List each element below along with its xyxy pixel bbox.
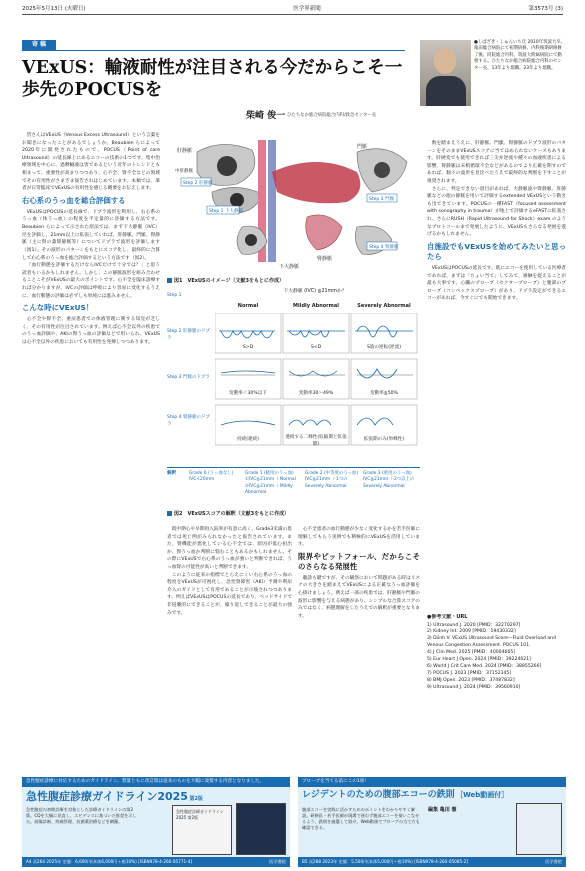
label-hepatic-vein: 肝静脈 xyxy=(177,148,193,154)
paragraph: 既中期心や早期再入院率が有意に高く、Grade3未満の患者では死亡例がみられなかったと報告されています。また、腎機能が悪化している心不全では、原因が低心拍出か、腎うっ血か判断に悩むこともあるかもしれません。その際にVExUSで右心系のうっ血が強いと判断できれば、うっ血腎の可能性が高いと判断できます。 xyxy=(167,527,292,571)
ad1-book-cover xyxy=(172,805,232,855)
ad2-banner: プローブを当てる前にこの1冊！ xyxy=(298,777,566,787)
column-4 xyxy=(427,140,566,538)
ad2-description: 腹部エコーを実践に活かすためのポイントをわかりやすく解説。研修医・若手医師が現場で迷わず腹部エコーを使いこなせるよう、鉄則を厳選して紹介。Web動画でプローブの当て方も確認できる。 xyxy=(302,807,420,831)
fig2-cell: 変動率≧50% xyxy=(370,391,398,396)
reference-item: 4) J Clin Med. 2025 [PMID：40004665] xyxy=(427,650,516,656)
ad1-book-title: 急性腹症診療ガイドライン 2025 第2版 xyxy=(176,809,224,820)
column-1 xyxy=(22,132,160,772)
reference-item: 6) World J Crit Care Med. 2024 [PMID：38855266] xyxy=(427,663,542,669)
ad1-book-image xyxy=(236,803,286,855)
label-middle-hepatic: 中肝静脈 xyxy=(175,169,193,174)
section-heading: こんな時にVExUS！ xyxy=(22,303,94,313)
paragraph: 心不全や腎不全、重症患者での体液管理に関する知見が乏しく、その有用性が注目されています。例えば心不全以外の疾患でのうっ血評価や、AKIの腎うっ血の評価などで用いられ、VExUSは心不全以外の疾患においても有用性を発揮しつつあります。 xyxy=(22,317,160,345)
fig2-ivc-question: 下大静脈 (IVC) ≧21mmか？ xyxy=(283,289,347,294)
fig2-row-step2: Step 2 肝静脈のドプラ xyxy=(167,329,210,341)
paragraph: 聴診も鍵ですが、その観察において問題がある時はリスクの大きさを踏まえてVExUSによる正確なうっ血評価を心掛けましょう。例えば一部の疾患では、肝静脈や門脈の波形に影響を与える病態があり、シンプルな合算スコアのみではなく、病態理解をしたうえでの解釈が重要となります。 xyxy=(298,575,420,619)
label-renal-vein: 腎静脈 xyxy=(317,256,333,262)
label-step2: Step 2 肝静脈 xyxy=(183,181,213,186)
fig2-row-step3: Step 3 門脈のドプラ xyxy=(167,375,210,380)
label-portal-vein: 門脈 xyxy=(357,144,368,150)
label-step3: Step 3 門脈 xyxy=(369,197,394,202)
grade-1: Grade 1 (軽度のうっ血) ①IVC≧21mm ＋Normal ②IVC≧21mm ＋Mildly Abnormal xyxy=(245,471,296,496)
paragraph: 心不全患者の血行動態が少なく変化するかを若手医師に理解してもらう実例でも積極的にVExUSを活用しています。 xyxy=(298,527,420,548)
paragraph: さらに、判定できない項目があれば、大静脈波や腎静脈、肝静脈などの他の静脈を用いて評価するextended VExUSという動きも出てきています。POCUSの一種FAST（focused assessment with sonography in trauma）が地上で評価するeFASTに拡張され、さらにRUSH（Rapid Ultrasound for Shock）exam のようなプロトコールまで発展したように、VExUSもさらなる発展を遂げるかもしれません。 xyxy=(427,186,566,238)
column-2 xyxy=(167,526,292,772)
header-issue: 第3573号 (3) xyxy=(528,6,563,13)
fig2-cell: 変動率30～49% xyxy=(298,391,334,396)
paragraph: 皆さんはVExUS（Venous Excess Ultrasound）という言葉をお聞きになったことがあるでしょうか。Beaubien らによって2020年に開発されたもので、POCUS（Point of care Ultrasound）の延長線上にあるエコーの技術の1つです。集中治療領域を中心に、過剰輸液は害であるという近年のトレンドとも相まって、重要性が高まりつつあり、心不全、腎不全などの領域でその有用性がさまざま報告されはじめています。本稿では、筆者が日常臨床でVExUSの有用性を感じる概要をお伝えします。 xyxy=(22,133,160,192)
ad1-banner: 急性腹症診療に対応するためのガイドライン。質量ともに改訂版は従来のものを大幅に凌駕する内容となりました。 xyxy=(22,777,290,787)
ad-echo-book[interactable] xyxy=(298,777,566,867)
grade-0: Grade 0 (うっ血なし) IVC<20mm xyxy=(189,471,234,483)
fig2-cell: 拡張期のみ(単峰性) xyxy=(363,437,405,442)
fig2-col-normal: Normal xyxy=(237,303,259,309)
ad2-title: レジデントのための腹部エコーの鉄則 xyxy=(302,790,455,800)
section-heading: 右心系のうっ血を総合評価する xyxy=(22,195,126,205)
ad1-price: A4 頁264 2025年 定価：6,600円(本体6,000円＋税10%) [ISBN978-4-260-05771-4] xyxy=(26,859,192,864)
reference-item: 7) POCUS J. 2023 [PMID：37152345] xyxy=(427,670,512,676)
fig2-cell: S波の逆転(逆流) xyxy=(366,345,402,350)
fig2-col-mild: Mildly Abnormal xyxy=(293,303,339,309)
grade-3: Grade 3 (重度のうっ血) IVC≧21mm ＋2つ以上のSeverely Abnormal xyxy=(363,471,415,489)
reference-item: 2) Kidney Int. 2009 [PMID：19430332] xyxy=(427,629,516,635)
paragraph: 「血行動態を評価するだけならIVCだけで十分では？」と思う読者もいるかもしれません。しかし、この静脈波形を組み合わせることこそがVExUSの最大のポイントです。心不全を臨床診療すれば分かりますが、IVCの評価は呼吸により容易に変化するうえに、血行動態の評価は必ずしも単純には進みません。 xyxy=(22,263,160,299)
fig2-row-step1: Step 1 xyxy=(167,293,182,298)
vexus-diagram xyxy=(167,132,420,272)
label-step1: Step 1 下大静脈 xyxy=(209,209,243,214)
reference-item: 8) BMJ Open. 2023 [PMID：37487832] xyxy=(427,677,515,683)
references xyxy=(427,614,566,772)
fig2-cell: 持続(連続) xyxy=(237,437,259,442)
reference-item: 1) Ultrasound J. 2020 [PMID：32270297] xyxy=(427,622,521,628)
fig2-cell: 変動率＜30%以下 xyxy=(229,391,267,396)
ad1-publisher: 医学書院 xyxy=(269,859,286,864)
fig2-col-severe: Severely Abnormal xyxy=(357,303,411,309)
ad2-price: B5 頁288 2023年 定価：5,500円(本体5,000円＋税10%) [ISBN978-4-260-05085-2] xyxy=(302,859,468,864)
author-bio: ●しばざき・しゅんいち氏 2010年筑波大卒。亀田総合病院にて初期研修、内科後期研修修了後、同院総合内科、筑波大附属病院にて勤務する。ひたちなか総合病院総合内科のセンター長、13年より現職、23年より現職。 xyxy=(474,40,566,71)
section-heading: 限界やピットフォール、だからこそのさらなる発展性 xyxy=(298,551,420,571)
article-title: VExUS：輸液耐性が注目される今だからこそ一歩先のPOCUSを xyxy=(22,58,403,100)
paragraph: 数を踏まえうえに、肝静脈、門脈、腎静脈のドプラ波形のパターンをそのままVExUSスコアに当てはめられないケースもあります。肝硬変でも使用できれば三尖弁逆流や種々の血液疾患による影響、腎静脈は末梢循環不全などがあるのでより正確を期すのであれば、個々の波形を見比べたうえで最終的な判断を下すことが推奨されます。 xyxy=(427,141,566,185)
fig2-interpretation-label: 解釈 xyxy=(167,471,177,476)
paragraph: VExUSはPOCUSの延長です。既にエコーを使用している医療者であれば、まずは「ちょい当て」してみて、感触を捉えることが最も大事です。心臓のプローブ（セクタープローブ）と腹部のプローブ（コンベックスプローブ）があり、ドプラ設定ができるエコーがあれば、今すぐにでも開始できます。 xyxy=(427,265,566,302)
title-rule xyxy=(22,50,405,51)
grade-2: Grade 2 (中等度のうっ血) IVC≧21mm ＋1つのSeverely Abnormal xyxy=(305,471,359,489)
ad1-title: 急性腹症診療ガイドライン2025 xyxy=(26,790,188,803)
reference-item: 9) Ultrasound J. 2024 [PMID：39560910] xyxy=(427,684,521,690)
fig2-cell: S>D xyxy=(242,345,254,350)
ad-guideline[interactable] xyxy=(22,777,290,867)
page-header xyxy=(22,6,563,15)
fig2-row-step4: Step 4 腎静脈のドプラ xyxy=(167,415,210,427)
ad2-web: ［Web動画付］ xyxy=(456,791,509,799)
ad1-description: 急性腹症の初期診療を対象とした診療ガイドラインの第2版。CQを大幅に見直し、エビデンスに基づいた推奨を示した。画像診断、疼痛管理、抗菌薬治療などを網羅。 xyxy=(26,807,137,825)
reference-item: 3) Diinh V. VExUS Ultrasound Score—Fluid Overload and Venous Congestion Assessment. POCUS 101. xyxy=(427,636,556,649)
ad2-book-image xyxy=(516,803,562,855)
ad1-edition: 第2版 xyxy=(189,796,203,802)
ad2-footer xyxy=(298,857,566,867)
paragraph: このように従来の指標でとらえにくい右心系のうっ血の程度をVExUSが可視化し、急性腎障害（AKI）予測や利尿介入のガイドとして有用であることが示唆されつつあります。例えばVExUSはPOCUSの延長であり、ベッドサイドで非侵襲的にできることが、繰り返しできることが最大の強みです。 xyxy=(167,572,292,616)
paragraph: VExUSはPOCUSの延長線で、ドプラ波形を利用し、右心系のうっ血（体うっ血）の程度を半定量的に評価する方法です。Beaubien らによって示された原法では、まず下大静脈（IVC）径を評価し、21mm以上に拡張していれば、肝静脈、門脈、腎静脈（主に腎の葉間静脈等）についてドプラで波形を評価します（図1）。その波形のパターンをもとにスコア化し、最終的に合算して右心系のうっ血を総合評価するという方法です（図2）。 xyxy=(22,209,160,261)
figure-1-caption: 図1 VExUSのイメージ（文献3をもとに作成） xyxy=(167,278,420,285)
figure-1 xyxy=(167,132,420,284)
column-3 xyxy=(298,526,420,772)
ad1-footer xyxy=(22,857,290,867)
header-date: 2025年5月13日 (火曜日) xyxy=(22,6,86,13)
fig2-cell: 連続する二峰性(収縮期と拡張期) xyxy=(285,435,347,447)
author-affiliation: ひたちなか総合病院総合内科/救急センター長 xyxy=(287,113,377,118)
author-photo xyxy=(420,40,471,106)
author-name: 柴崎 俊一 xyxy=(246,111,286,121)
ad2-editor: 編集 亀田 徹 xyxy=(428,807,457,813)
section-heading: 自施設でもVExUSを始めてみたいと思ったら xyxy=(427,241,566,261)
fig2-cell: S<D xyxy=(310,345,322,350)
reference-item: 5) Eur Heart J Open. 2024 [PMID：39224021] xyxy=(427,656,531,662)
figure-2 xyxy=(167,285,420,521)
ad2-publisher: 医学書院 xyxy=(545,859,562,864)
header-paper: 医学界新聞 xyxy=(293,6,321,13)
label-ivc: 下大静脈 xyxy=(279,264,300,270)
label-step4: Step 4 腎静脈 xyxy=(369,245,399,250)
references-title: ●参考文献・URL xyxy=(427,614,468,620)
contribution-label: 寄 稿 xyxy=(22,40,56,50)
figure-2-caption: 図2 VExUSスコアの解釈（文献3をもとに作成） xyxy=(167,511,420,518)
